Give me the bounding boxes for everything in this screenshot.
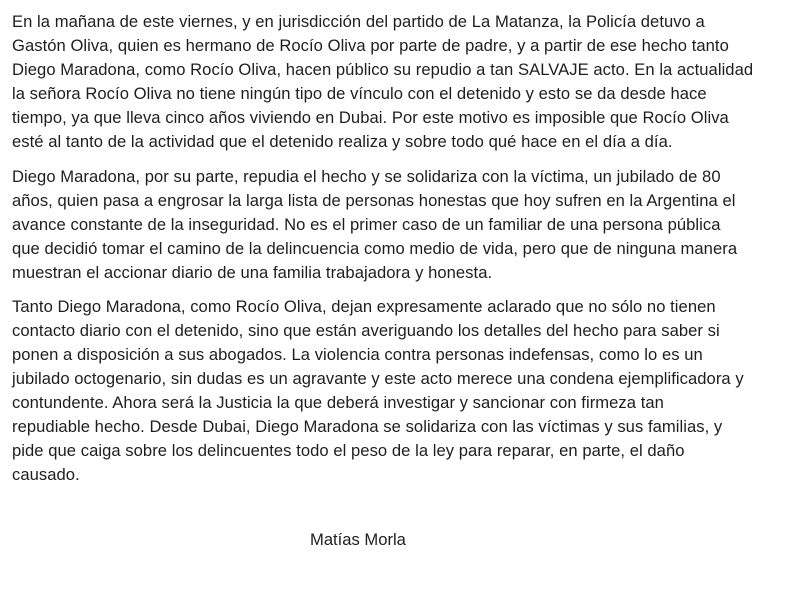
document-body bbox=[12, 10, 788, 498]
text-line: Tanto Diego Maradona, como Rocío Oliva, dejan expresamente aclarado que no sólo no tienen bbox=[12, 297, 716, 316]
paragraph-3 bbox=[12, 295, 788, 487]
text-line: avance constante de la inseguridad. No es el primer caso de un familiar de una persona pública bbox=[12, 214, 721, 234]
text-line: contundente. Ahora será la Justicia la que deberá investigar y sancionar con firmeza tan bbox=[12, 393, 664, 412]
paragraph-1 bbox=[12, 10, 788, 154]
text-line: años, quien pasa a engrosar la larga lista de personas honestas que hoy sufren en la Argentina el bbox=[12, 190, 736, 210]
text-line: contacto diario con el detenido, sino que están averiguando los detalles del hecho para saber si bbox=[12, 321, 720, 340]
text-line: Diego Maradona, como Rocío Oliva, hacen público su repudio a tan SALVAJE acto. En la actualidad bbox=[12, 60, 754, 79]
signature: Matías Morla bbox=[310, 530, 406, 549]
text-line: pide que caiga sobre los delincuentes todo el peso de la ley para reparar, en parte, el daño bbox=[12, 441, 685, 460]
text-line: Gastón Oliva, quien es hermano de Rocío Oliva por parte de padre, y a partir de ese hecho tanto bbox=[12, 36, 729, 55]
text-line: tiempo, ya que lleva cinco años viviendo en Dubai. Por este motivo es imposible que Rocío Oliva bbox=[12, 108, 729, 127]
text-line: jubilado octogenario, sin dudas es un agravante y este acto merece una condena ejemplificadora y bbox=[12, 369, 744, 388]
paragraph-2 bbox=[12, 165, 788, 285]
text-line: esté al tanto de la actividad que el detenido realiza y sobre todo qué hace en el día a día. bbox=[12, 132, 673, 151]
text-line: ponen a disposición a sus abogados. La violencia contra personas indefensas, como lo es un bbox=[12, 345, 703, 364]
text-line: la señora Rocío Oliva no tiene ningún tipo de vínculo con el detenido y esto se da desde hace bbox=[12, 84, 707, 103]
text-line: causado. bbox=[12, 465, 80, 484]
text-line: En la mañana de este viernes, y en jurisdicción del partido de La Matanza, la Policía detuvo a bbox=[12, 12, 705, 31]
text-line: Diego Maradona, por su parte, repudia el hecho y se solidariza con la víctima, un jubilado de 80 bbox=[12, 166, 721, 186]
text-line: repudiable hecho. Desde Dubai, Diego Maradona se solidariza con las víctimas y sus familias, y bbox=[12, 417, 723, 436]
text-line: que decidió tomar el camino de la delincuencia como medio de vida, pero que de ninguna manera bbox=[12, 238, 738, 258]
text-line: muestran el accionar diario de una familia trabajadora y honesta. bbox=[12, 262, 493, 282]
